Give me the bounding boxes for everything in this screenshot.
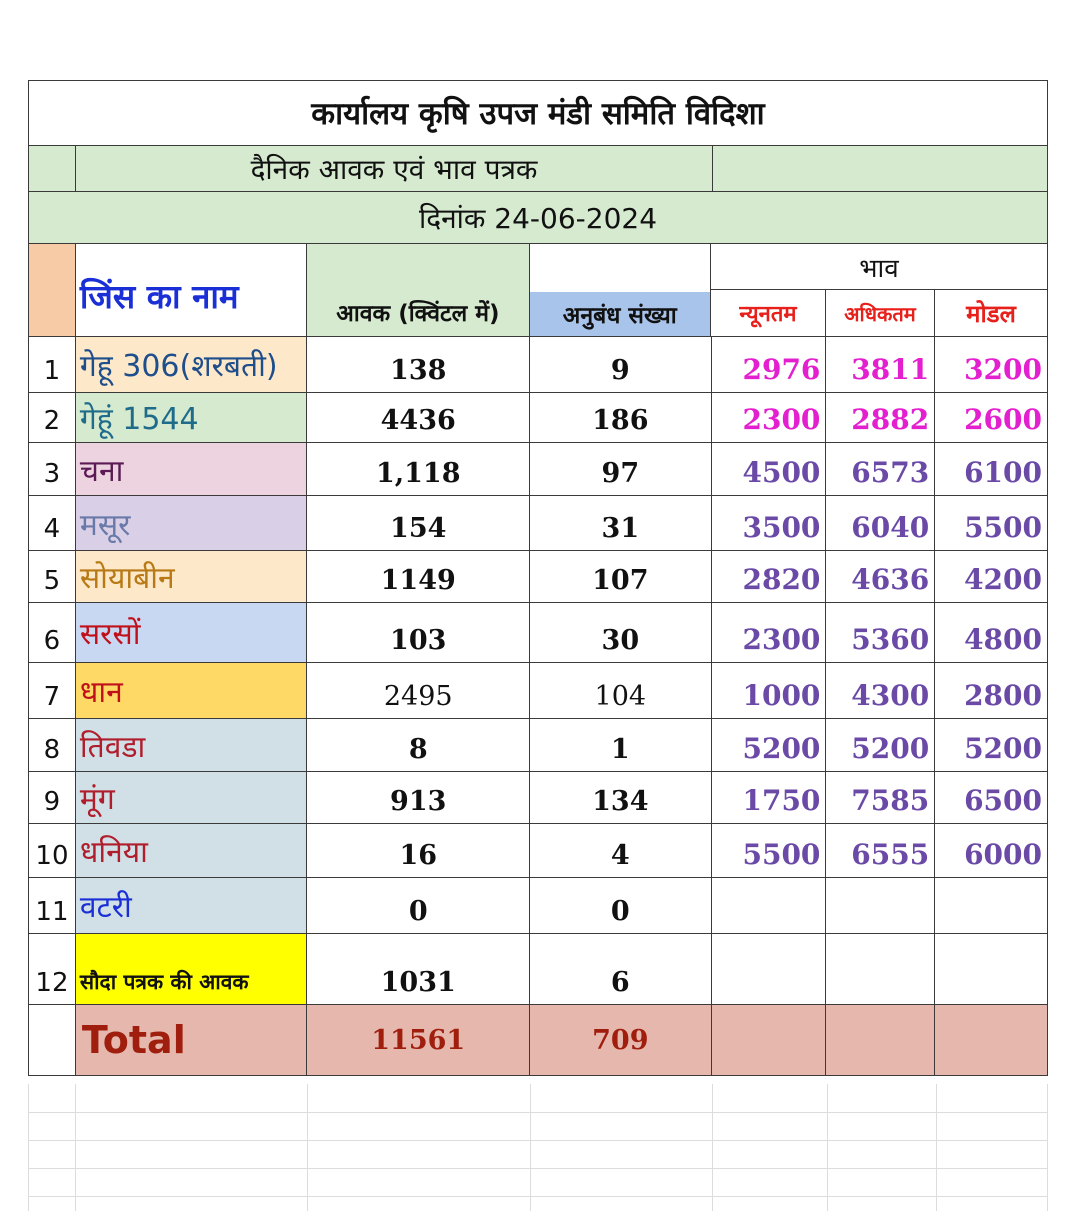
arrival-quintal: 16	[307, 824, 530, 877]
max-price	[826, 878, 935, 933]
row-number: 4	[29, 496, 76, 550]
modal-price: 5200	[964, 732, 1042, 765]
commodity-name: सोयाबीन	[76, 551, 308, 602]
min-price: 1750	[712, 772, 827, 823]
blank-cell	[713, 146, 1046, 191]
row-number: 11	[29, 878, 76, 933]
modal-price: 6100	[964, 456, 1042, 489]
row-number: 3	[29, 443, 76, 495]
arrival-quintal: 1,118	[307, 443, 530, 495]
header-modal: मोडल	[966, 299, 1016, 328]
sheet-title: दैनिक आवक एवं भाव पत्रक	[76, 146, 713, 191]
modal-price: 4200	[964, 563, 1042, 596]
min-price: 2976	[712, 337, 827, 392]
header-contracts-cell	[530, 244, 711, 336]
contract-count: 6	[530, 934, 712, 1004]
arrival-quintal: 0	[307, 878, 530, 933]
arrival-quintal: 138	[307, 337, 530, 392]
total-arrival: 11561	[307, 1005, 530, 1075]
contract-count: 4	[530, 824, 712, 877]
contract-count: 104	[530, 663, 712, 718]
subtitle-row	[28, 146, 1048, 192]
header-max: अधिकतम	[826, 290, 935, 336]
max-price: 6555	[826, 824, 935, 877]
min-price: 2300	[712, 393, 827, 442]
arrival-quintal: 103	[307, 603, 530, 662]
total-num	[29, 1005, 76, 1075]
arrival-quintal: 913	[307, 772, 530, 823]
min-price: 2820	[712, 551, 827, 602]
table-row	[28, 824, 1048, 878]
commodity-name: वटरी	[76, 878, 308, 933]
table-row	[28, 443, 1048, 496]
max-price: 2882	[826, 393, 935, 442]
min-price: 5200	[712, 719, 827, 771]
contract-count: 31	[530, 496, 712, 550]
row-number: 2	[29, 393, 76, 442]
max-price: 3811	[826, 337, 935, 392]
header-price-group: भाव	[711, 244, 1047, 290]
arrival-quintal: 1149	[307, 551, 530, 602]
modal-price: 4800	[964, 623, 1042, 656]
header-arrival: आवक (क्विंटल में)	[307, 244, 529, 336]
table-row	[28, 934, 1048, 1005]
commodity-name: धान	[76, 663, 308, 718]
total-label: Total	[76, 1005, 308, 1075]
date-row	[28, 192, 1048, 244]
data-rows	[28, 337, 1048, 1005]
table-row	[28, 719, 1048, 772]
max-price	[826, 934, 935, 1004]
contract-count: 134	[530, 772, 712, 823]
contract-count: 9	[530, 337, 712, 392]
table-row	[28, 393, 1048, 443]
row-number: 1	[29, 337, 76, 392]
min-price: 1000	[712, 663, 827, 718]
min-price: 4500	[712, 443, 827, 495]
commodity-name: गेहू 306(शरबती)	[76, 337, 308, 392]
commodity-name: मसूर	[76, 496, 308, 550]
office-title: कार्यालय कृषि उपज मंडी समिति विदिशा	[311, 96, 765, 132]
modal-price: 6500	[964, 784, 1042, 817]
row-number: 6	[29, 603, 76, 662]
modal-price: 2800	[964, 679, 1042, 712]
table-row	[28, 603, 1048, 663]
min-price: 3500	[712, 496, 827, 550]
contract-count: 30	[530, 603, 712, 662]
price-header-group	[711, 244, 1047, 336]
modal-price: 5500	[964, 511, 1042, 544]
table-row	[28, 772, 1048, 824]
header-min: न्यूनतम	[711, 290, 826, 336]
row-number: 9	[29, 772, 76, 823]
row-number: 5	[29, 551, 76, 602]
total-max	[826, 1005, 935, 1075]
max-price: 5200	[826, 719, 935, 771]
header-name: जिंस का नाम	[76, 244, 307, 336]
max-price: 6573	[826, 443, 935, 495]
min-price	[712, 934, 827, 1004]
price-sheet-table	[28, 80, 1048, 1076]
table-row	[28, 551, 1048, 603]
header-contracts: अनुबंध संख्या	[530, 292, 710, 336]
max-price: 4300	[826, 663, 935, 718]
commodity-name: धनिया	[76, 824, 308, 877]
header-row	[28, 244, 1048, 337]
modal-price	[935, 878, 1047, 933]
modal-price: 2600	[964, 403, 1042, 436]
contract-count: 1	[530, 719, 712, 771]
max-price: 5360	[826, 603, 935, 662]
empty-grid-lines	[28, 1084, 1048, 1211]
table-row	[28, 878, 1048, 934]
contract-count: 107	[530, 551, 712, 602]
arrival-quintal: 4436	[307, 393, 530, 442]
modal-price	[935, 934, 1047, 1004]
commodity-name: सौदा पत्रक की आवक	[76, 934, 308, 1004]
min-price: 5500	[712, 824, 827, 877]
header-num	[29, 244, 76, 336]
arrival-quintal: 1031	[307, 934, 530, 1004]
commodity-name: तिवडा	[76, 719, 308, 771]
date-line: दिनांक 24-06-2024	[418, 201, 658, 235]
row-number: 10	[29, 824, 76, 877]
commodity-name: मूंग	[76, 772, 308, 823]
commodity-name: चना	[76, 443, 308, 495]
table-row	[28, 663, 1048, 719]
commodity-name: सरसों	[76, 603, 308, 662]
table-row	[28, 337, 1048, 393]
min-price	[712, 878, 827, 933]
max-price: 6040	[826, 496, 935, 550]
total-modal	[935, 1005, 1047, 1075]
max-price: 7585	[826, 772, 935, 823]
title-row	[28, 80, 1048, 146]
modal-price: 6000	[964, 838, 1042, 871]
row-number: 8	[29, 719, 76, 771]
table-row	[28, 496, 1048, 551]
arrival-quintal: 2495	[307, 663, 530, 718]
contract-count: 0	[530, 878, 712, 933]
total-contracts: 709	[530, 1005, 712, 1075]
row-number: 7	[29, 663, 76, 718]
total-min	[712, 1005, 827, 1075]
modal-price: 3200	[964, 353, 1042, 386]
max-price: 4636	[826, 551, 935, 602]
min-price: 2300	[712, 603, 827, 662]
arrival-quintal: 154	[307, 496, 530, 550]
total-row	[28, 1005, 1048, 1076]
arrival-quintal: 8	[307, 719, 530, 771]
row-number: 12	[29, 934, 76, 1004]
blank-cell	[29, 146, 76, 191]
contract-count: 97	[530, 443, 712, 495]
contract-count: 186	[530, 393, 712, 442]
commodity-name: गेहूं 1544	[76, 393, 308, 442]
